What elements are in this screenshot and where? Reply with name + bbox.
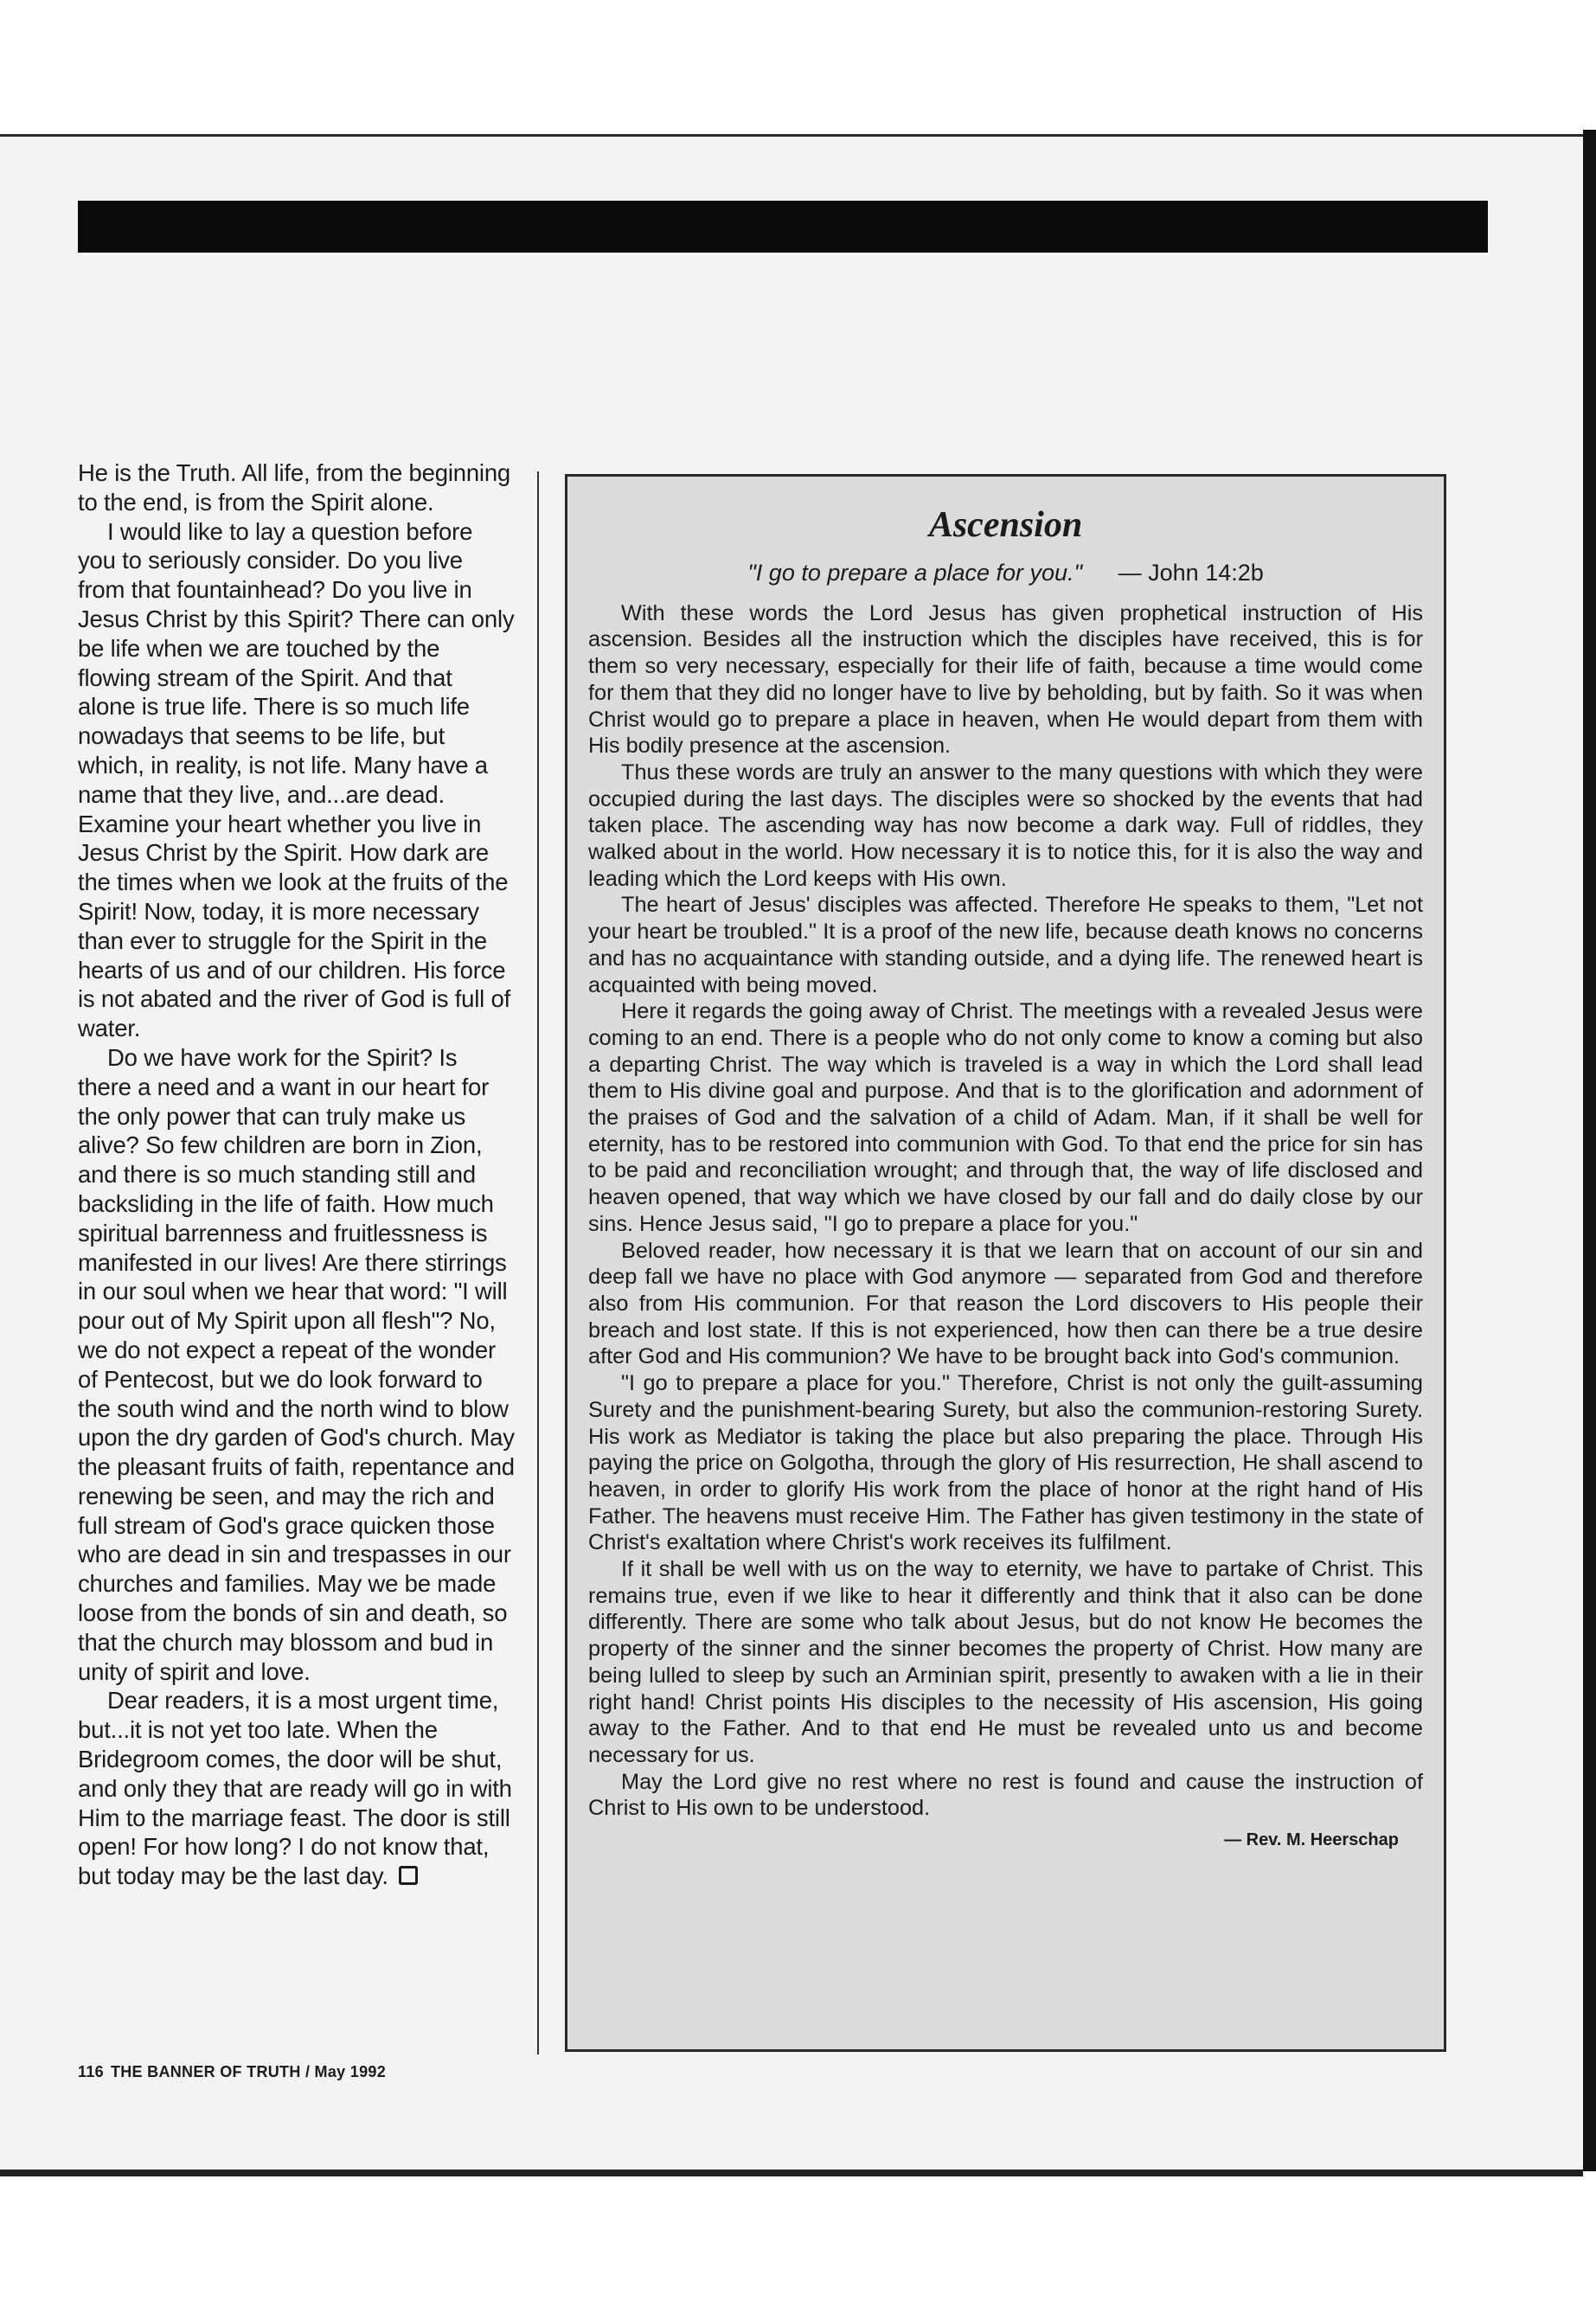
- left-paragraph: Do we have work for the Spirit? Is there a need and a want in our heart for the only power that can truly make us alive? So few children are born in Zion, and there is so much standing still and backsliding in the life of faith. How much spiritual barrenness and fruitlessness is manifested in our lives! Are there stirrings in our soul when we hear that word: "I will pour out of My Spirit upon all flesh"? No, we do not expect a repeat of the wonder of Pentecost, but we do look forward to the south wind and the north wind to blow upon the dry garden of God's church. May the pleasant fruits of faith, repentance and renewing be seen, and may the rich and full stream of God's grace quicken those who are dead in sin and trespasses in our churches and families. May we be made loose from the bonds of sin and death, so that the church may blossom and bud in unity of spirit and love.: [78, 1043, 515, 1685]
- left-paragraph: I would like to lay a question before you to seriously consider. Do you live from that fountainhead? Do you live in Jesus Christ by this Spirit? There can only be life when we are touched by the flowing stream of the Spirit. And that alone is true life. There is so much life nowadays that seems to be life, but which, in reality, is not life. Many have a name that they live, and...are dead. Examine your heart whether you live in Jesus Christ by the Spirit. How dark are the times when we look at the fruits of the Spirit! Now, today, it is more necessary than ever to struggle for the Spirit in the hearts of us and of our children. His force is not abated and the river of God is full of water.: [78, 517, 515, 1042]
- article-paragraph: Here it regards the going away of Christ. The meetings with a revealed Jesus were coming to an end. There is a people who do not only come to know a coming but also a departing Christ. The way which is traveled is a way in which the Lord shall lead them to His divine goal and purpose. And that is to the glorification and adornment of the praises of God and the salvation of a child of Adam. Man, if it shall be well for eternity, has to be restored into communion with God. To that end the price for sin has to be paid and reconciliation wrought; and through that, the way of life disclosed and heaven opened, that way which we have closed by our fall and do daily close by our sins. Hence Jesus said, "I go to prepare a place for you.": [588, 999, 1423, 1236]
- left-column: [78, 458, 515, 1891]
- page-footer: [78, 2063, 386, 2081]
- article-box: [565, 474, 1446, 2052]
- article-paragraph: "I go to prepare a place for you." Therefore, Christ is not only the guilt-assuming Surety and the punishment-bearing Surety, but also the communion-restoring Surety. His work as Mediator is taking the place but also preparing the place. Through His paying the price on Golgotha, through the glory of His resurrection, He shall ascend to heaven, in order to glorify His work from the place of honor at the right hand of His Father. The heavens must receive Him. The Father has given testimony in the state of Christ's exaltation where Christ's work receives its fulfilment.: [588, 1371, 1423, 1555]
- epigraph: [588, 560, 1423, 586]
- publication-line: THE BANNER OF TRUTH / May 1992: [110, 2063, 387, 2080]
- epigraph-reference: — John 14:2b: [1118, 560, 1264, 586]
- article-paragraph: May the Lord give no rest where no rest is found and cause the instruction of Christ to His own to be understood.: [588, 1769, 1423, 1821]
- scan-edge: [1583, 130, 1596, 2171]
- left-paragraph-last: [78, 1686, 515, 1891]
- header-bar: [78, 201, 1488, 253]
- column-divider: [537, 471, 539, 2054]
- article-paragraph: Thus these words are truly an answer to the many questions with which they were occupied during the last days. The disciples were so shocked by the events that had taken place. The ascending way has now become a dark way. Full of riddles, they walked about in the world. How necessary it is to notice this, for it is also the way and leading which the Lord keeps with His own.: [588, 760, 1423, 891]
- page-number: 116: [78, 2063, 104, 2080]
- article-paragraph: The heart of Jesus' disciples was affected. Therefore He speaks to them, "Let not your heart be troubled." It is a proof of the new life, because death knows no concerns and has no acquaintance with standing outside, and a dying life. The renewed heart is acquainted with being moved.: [588, 893, 1423, 997]
- end-mark-icon: [399, 1866, 418, 1885]
- author-signature: — Rev. M. Heerschap: [1224, 1830, 1399, 1850]
- article-paragraph: Beloved reader, how necessary it is that we learn that on account of our sin and deep fall we have no place with God anymore — separated from God and therefore also from His communion. For that reason the Lord discovers to His people their breach and lost state. If this is not experienced, how then can there be a true desire after God and His communion? We have to be brought back into God's communion.: [588, 1238, 1423, 1369]
- left-paragraph-text: Dear readers, it is a most urgent time, but...it is not yet too late. When the Bridegroom comes, the door will be shut, and only they that are ready will go in with Him to the marriage feast. The door is still open! For how long? I do not know that, but today may be the last day.: [78, 1687, 512, 1890]
- left-paragraph: He is the Truth. All life, from the beginning to the end, is from the Spirit alone.: [78, 459, 511, 516]
- article-paragraph: If it shall be well with us on the way to eternity, we have to partake of Christ. This remains true, even if we like to hear it differently and think that it also can be done differently. There are some who talk about Jesus, but do not know He becomes the property of the sinner and the sinner becomes the property of Christ. How many are being lulled to sleep by such an Arminian spirit, presently to awaken with a lie in their right hand! Christ points His disciples to the necessity of His ascension, His going away to the Father. And to that end He must be revealed unto us and become necessary for us.: [588, 1557, 1423, 1767]
- article-paragraph: With these words the Lord Jesus has given prophetical instruction of His ascension. Besides all the instruction which the disciples have received, this is for them so very necessary, especially for their life of faith, because a time would come for them that they did no longer have to live by beholding, but by faith. So it was when Christ would go to prepare a place in heaven, when He would depart from them with His bodily presence at the ascension.: [588, 600, 1423, 759]
- article-title: Ascension: [928, 505, 1083, 545]
- epigraph-quote: "I go to prepare a place for you.": [747, 560, 1083, 586]
